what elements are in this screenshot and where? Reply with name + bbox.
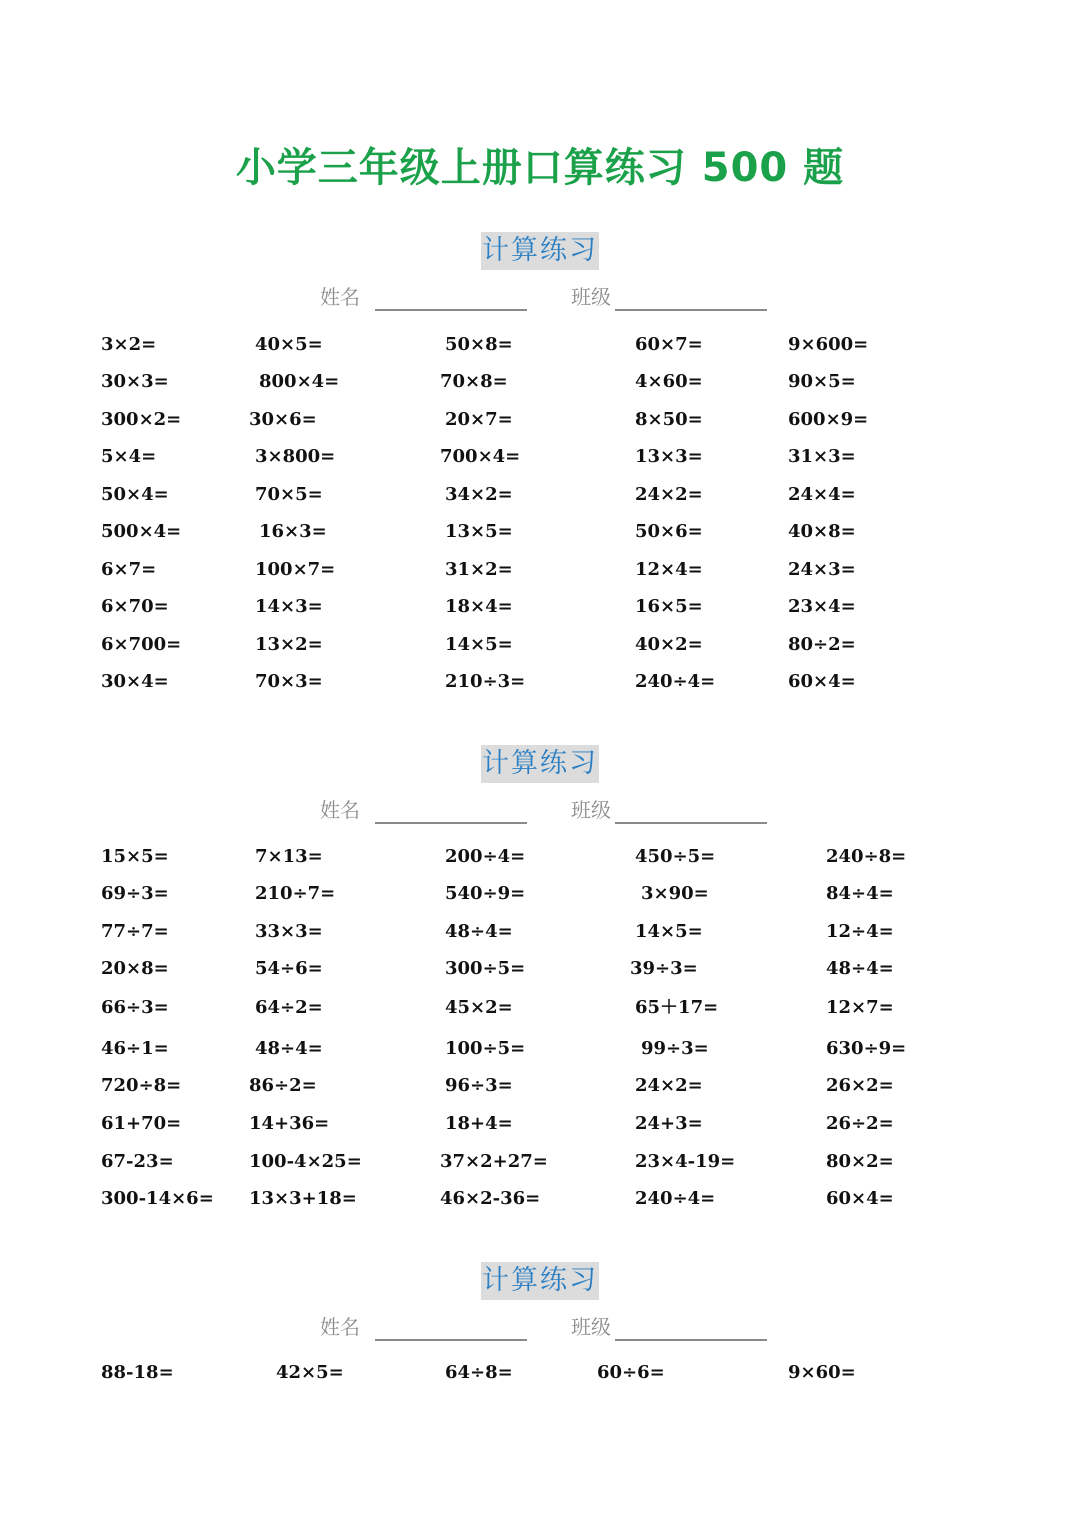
problem-item: 45×2=	[445, 997, 513, 1018]
problem-item: 240÷4=	[635, 671, 716, 692]
problem-item: 42×5=	[276, 1362, 344, 1383]
problem-item: 40×5=	[255, 334, 323, 355]
problem-item: 50×8=	[445, 334, 513, 355]
section-heading: 计算练习	[481, 745, 599, 783]
problem-item: 450÷5=	[635, 846, 716, 867]
problem-item: 24×2=	[635, 1075, 703, 1096]
problem-item: 96÷3=	[445, 1075, 513, 1096]
problem-item: 15×5=	[101, 846, 169, 867]
problem-item: 60×7=	[635, 334, 703, 355]
section-heading: 计算练习	[481, 232, 599, 270]
problem-item: 600×9=	[788, 409, 869, 430]
problem-item: 46×2-36=	[440, 1188, 541, 1209]
problem-item: 64÷2=	[255, 997, 323, 1018]
problem-item: 26×2=	[826, 1075, 894, 1096]
problem-item: 39÷3=	[630, 958, 698, 979]
problem-item: 12×7=	[826, 997, 894, 1018]
problem-item: 210÷7=	[255, 883, 336, 904]
page-title: 小学三年级上册口算练习 500 题	[235, 145, 845, 191]
problem-item: 66÷3=	[101, 997, 169, 1018]
problem-item: 100×7=	[255, 559, 336, 580]
problem-item: 210÷3=	[445, 671, 526, 692]
problem-item: 34×2=	[445, 484, 513, 505]
section-heading: 计算练习	[481, 1262, 599, 1300]
problem-item: 65＋17=	[635, 997, 719, 1018]
problem-item: 23×4=	[788, 596, 856, 617]
problem-item: 86÷2=	[249, 1075, 317, 1096]
problem-item: 540÷9=	[445, 883, 526, 904]
problem-item: 77÷7=	[101, 921, 169, 942]
problem-item: 8×50=	[635, 409, 703, 430]
problem-item: 13×5=	[445, 521, 513, 542]
problem-item: 69÷3=	[101, 883, 169, 904]
name-label: 姓名	[320, 798, 360, 822]
problem-item: 6×7=	[101, 559, 157, 580]
problem-item: 630÷9=	[826, 1038, 907, 1059]
problem-item: 5×4=	[101, 446, 157, 467]
class-blank-line	[615, 1339, 767, 1341]
problem-item: 37×2+27=	[440, 1151, 548, 1172]
problem-item: 18×4=	[445, 596, 513, 617]
class-blank-line	[615, 822, 767, 824]
problem-item: 6×70=	[101, 596, 169, 617]
problem-item: 500×4=	[101, 521, 182, 542]
problem-item: 70×3=	[255, 671, 323, 692]
problem-item: 24+3=	[635, 1113, 703, 1134]
problem-item: 16×5=	[635, 596, 703, 617]
problem-item: 14+36=	[249, 1113, 330, 1134]
class-label: 班级	[571, 1315, 611, 1339]
problem-item: 3×800=	[255, 446, 336, 467]
problem-item: 300×2=	[101, 409, 182, 430]
problem-item: 300÷5=	[445, 958, 526, 979]
problem-item: 24×2=	[635, 484, 703, 505]
name-blank-line	[375, 309, 527, 311]
problem-item: 18+4=	[445, 1113, 513, 1134]
problem-item: 4×60=	[635, 371, 703, 392]
class-label: 班级	[571, 285, 611, 309]
class-blank-line	[615, 309, 767, 311]
problem-item: 48÷4=	[826, 958, 894, 979]
problem-item: 14×3=	[255, 596, 323, 617]
name-blank-line	[375, 1339, 527, 1341]
problem-item: 240÷8=	[826, 846, 907, 867]
problem-item: 60×4=	[826, 1188, 894, 1209]
class-label: 班级	[571, 798, 611, 822]
problem-item: 13×2=	[255, 634, 323, 655]
problem-item: 14×5=	[635, 921, 703, 942]
problem-item: 3×90=	[641, 883, 709, 904]
problem-item: 16×3=	[259, 521, 327, 542]
problem-item: 12×4=	[635, 559, 703, 580]
problem-item: 9×60=	[788, 1362, 856, 1383]
problem-item: 60×4=	[788, 671, 856, 692]
problem-item: 46÷1=	[101, 1038, 169, 1059]
problem-item: 54÷6=	[255, 958, 323, 979]
problem-item: 12÷4=	[826, 921, 894, 942]
problem-item: 20×7=	[445, 409, 513, 430]
problem-item: 13×3=	[635, 446, 703, 467]
problem-item: 31×3=	[788, 446, 856, 467]
problem-item: 67-23=	[101, 1151, 174, 1172]
problem-item: 800×4=	[259, 371, 340, 392]
name-blank-line	[375, 822, 527, 824]
problem-item: 14×5=	[445, 634, 513, 655]
problem-item: 84÷4=	[826, 883, 894, 904]
problem-item: 700×4=	[440, 446, 521, 467]
problem-item: 100÷5=	[445, 1038, 526, 1059]
problem-item: 64÷8=	[445, 1362, 513, 1383]
problem-item: 50×4=	[101, 484, 169, 505]
problem-item: 24×4=	[788, 484, 856, 505]
problem-item: 23×4-19=	[635, 1151, 736, 1172]
problem-item: 31×2=	[445, 559, 513, 580]
problem-item: 300-14×6=	[101, 1188, 214, 1209]
problem-item: 6×700=	[101, 634, 182, 655]
problem-item: 240÷4=	[635, 1188, 716, 1209]
problem-item: 24×3=	[788, 559, 856, 580]
name-label: 姓名	[320, 285, 360, 309]
problem-item: 200÷4=	[445, 846, 526, 867]
problem-item: 48÷4=	[255, 1038, 323, 1059]
problem-item: 70×8=	[440, 371, 508, 392]
problem-item: 99÷3=	[641, 1038, 709, 1059]
problem-item: 100-4×25=	[249, 1151, 362, 1172]
problem-item: 720÷8=	[101, 1075, 182, 1096]
problem-item: 7×13=	[255, 846, 323, 867]
problem-item: 30×3=	[101, 371, 169, 392]
problem-item: 80×2=	[826, 1151, 894, 1172]
problem-item: 60÷6=	[597, 1362, 665, 1383]
problem-item: 13×3+18=	[249, 1188, 357, 1209]
problem-item: 70×5=	[255, 484, 323, 505]
problem-item: 48÷4=	[445, 921, 513, 942]
problem-item: 20×8=	[101, 958, 169, 979]
problem-item: 30×6=	[249, 409, 317, 430]
problem-item: 26÷2=	[826, 1113, 894, 1134]
problem-item: 88-18=	[101, 1362, 174, 1383]
problem-item: 80÷2=	[788, 634, 856, 655]
problem-item: 40×2=	[635, 634, 703, 655]
problem-item: 61+70=	[101, 1113, 182, 1134]
problem-item: 3×2=	[101, 334, 157, 355]
problem-item: 90×5=	[788, 371, 856, 392]
problem-item: 33×3=	[255, 921, 323, 942]
problem-item: 9×600=	[788, 334, 869, 355]
problem-item: 30×4=	[101, 671, 169, 692]
problem-item: 40×8=	[788, 521, 856, 542]
name-label: 姓名	[320, 1315, 360, 1339]
problem-item: 50×6=	[635, 521, 703, 542]
